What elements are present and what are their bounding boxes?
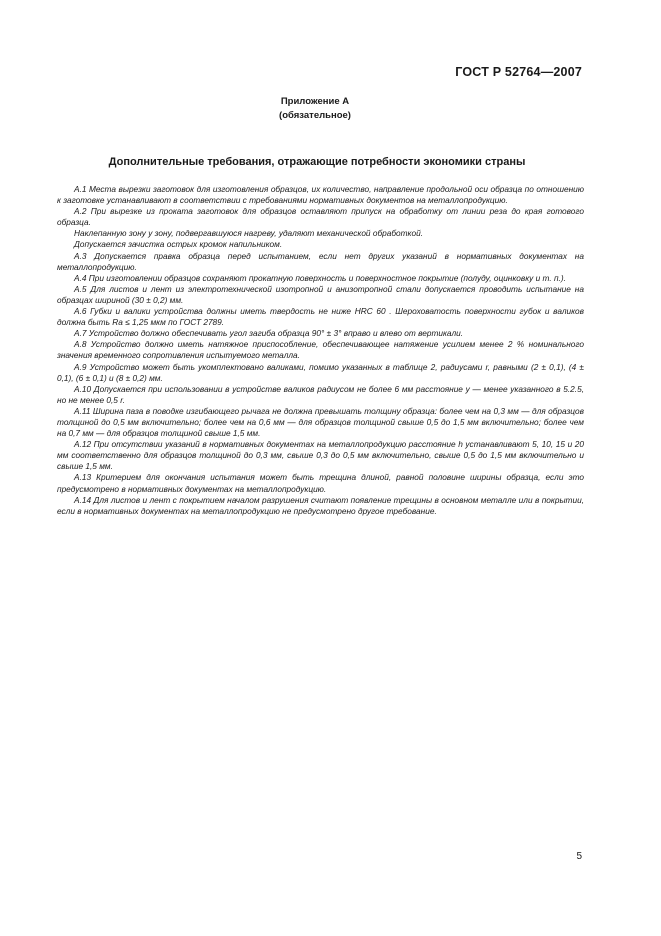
paragraph-a2-note-1: Наклепанную зону у зону, подвергавшуюся нагреву, удаляют механической обработкой. xyxy=(74,228,424,239)
document-body xyxy=(57,184,584,517)
paragraph-a13: А.13 Критерием для окончания испытания может быть трещина длиной, равной половине ширины образца, если это предусмотрено в нормативных документах на металлопродукцию. xyxy=(57,472,584,494)
paragraph-a5: А.5 Для листов и лент из электротехнической изотропной и анизотропной стали допускается проводить испытание на образцах шириной (30 ± 0,2) мм. xyxy=(57,283,584,305)
paragraph-a2: А.2 При вырезке из проката заготовок для образцов оставляют припуск на обработку от линии реза до края готового образца. xyxy=(57,206,584,228)
standard-code: ГОСТ Р 52764—2007 xyxy=(455,65,582,79)
appendix-status: (обязательное) xyxy=(279,110,351,121)
paragraph-a2-note-2: Допускается зачистка острых кромок напильником. xyxy=(74,239,283,250)
paragraph-a12: А.12 При отсутствии указаний в нормативных документах на металлопродукцию расстояние h устанавливают 5, 10, 15 и 20 мм соответственно для образцов толщиной до 0,3 мм, свыше 0,3 до 0,5 мм включительно, свыше 0,5 до 1,5 мм включительно и свыше 1,5 мм. xyxy=(57,439,584,472)
paragraph-a9: А.9 Устройство может быть укомплектовано валиками, помимо указанных в таблице 2, радиусами r, равными (2 ± 0,1), (4 ± 0,1), (6 ± 0,1) и (8 ± 0,2) мм. xyxy=(57,361,584,383)
paragraph-a11: А.11 Ширина паза в поводке изгибающего рычага не должна превышать толщину образца: более чем на 0,3 мм — для образцов толщиной до 0,5 мм включительно; более чем на 0,6 мм — для образцов толщиной свыше 0,5 до 1,5 мм включительно; более чем на 0,7 мм — для образцов толщиной свыше 1,5 мм. xyxy=(57,405,584,439)
page-number: 5 xyxy=(576,851,582,862)
section-title: Дополнительные требования, отражающие потребности экономики страны xyxy=(108,156,526,168)
appendix-title: Приложение А xyxy=(280,96,350,107)
paragraph-a6: А.6 Губки и валики устройства должны иметь твердость не ниже HRC 60 . Шероховатость поверхности губок и валиков должна быть Ra ≤ 1,25 мкм по ГОСТ 2789. xyxy=(57,306,584,328)
paragraph-a8: А.8 Устройство должно иметь натяжное приспособление, обеспечивающее натяжение усилием менее 2 % номинального значения временного сопротивления испытуемого металла. xyxy=(57,339,584,361)
paragraph-a7: А.7 Устройство должно обеспечивать угол загиба образца 90° ± 3° вправо и влево от вертикали. xyxy=(74,328,464,339)
paragraph-a14: А.14 Для листов и лент с покрытием началом разрушения считают появление трещины в основном металле или в покрытии, если в нормативных документах на металлопродукцию не предусмотрено другое требование. xyxy=(57,494,584,516)
paragraph-a1: А.1 Места вырезки заготовок для изготовления образцов, их количество, направление продольной оси образца по отношению к заготовке устанавливают в соответствии с требованиями нормативных документов на металлопродукцию. xyxy=(57,184,584,206)
paragraph-a10: А.10 Допускается при использовании в устройстве валиков радиусом не более 6 мм расстояние у — менее указанного в 5.2.5, но не менее 0,5 r. xyxy=(57,383,584,405)
appendix-heading xyxy=(0,95,630,123)
paragraph-a4: А.4 При изготовлении образцов сохраняют прокатную поверхность и поверхностное покрытие (полуду, оцинковку и т. п.). xyxy=(74,272,566,283)
paragraph-a3: А.3 Допускается правка образца перед испытанием, если нет других указаний в нормативных документах на металлопродукцию. xyxy=(57,250,584,272)
